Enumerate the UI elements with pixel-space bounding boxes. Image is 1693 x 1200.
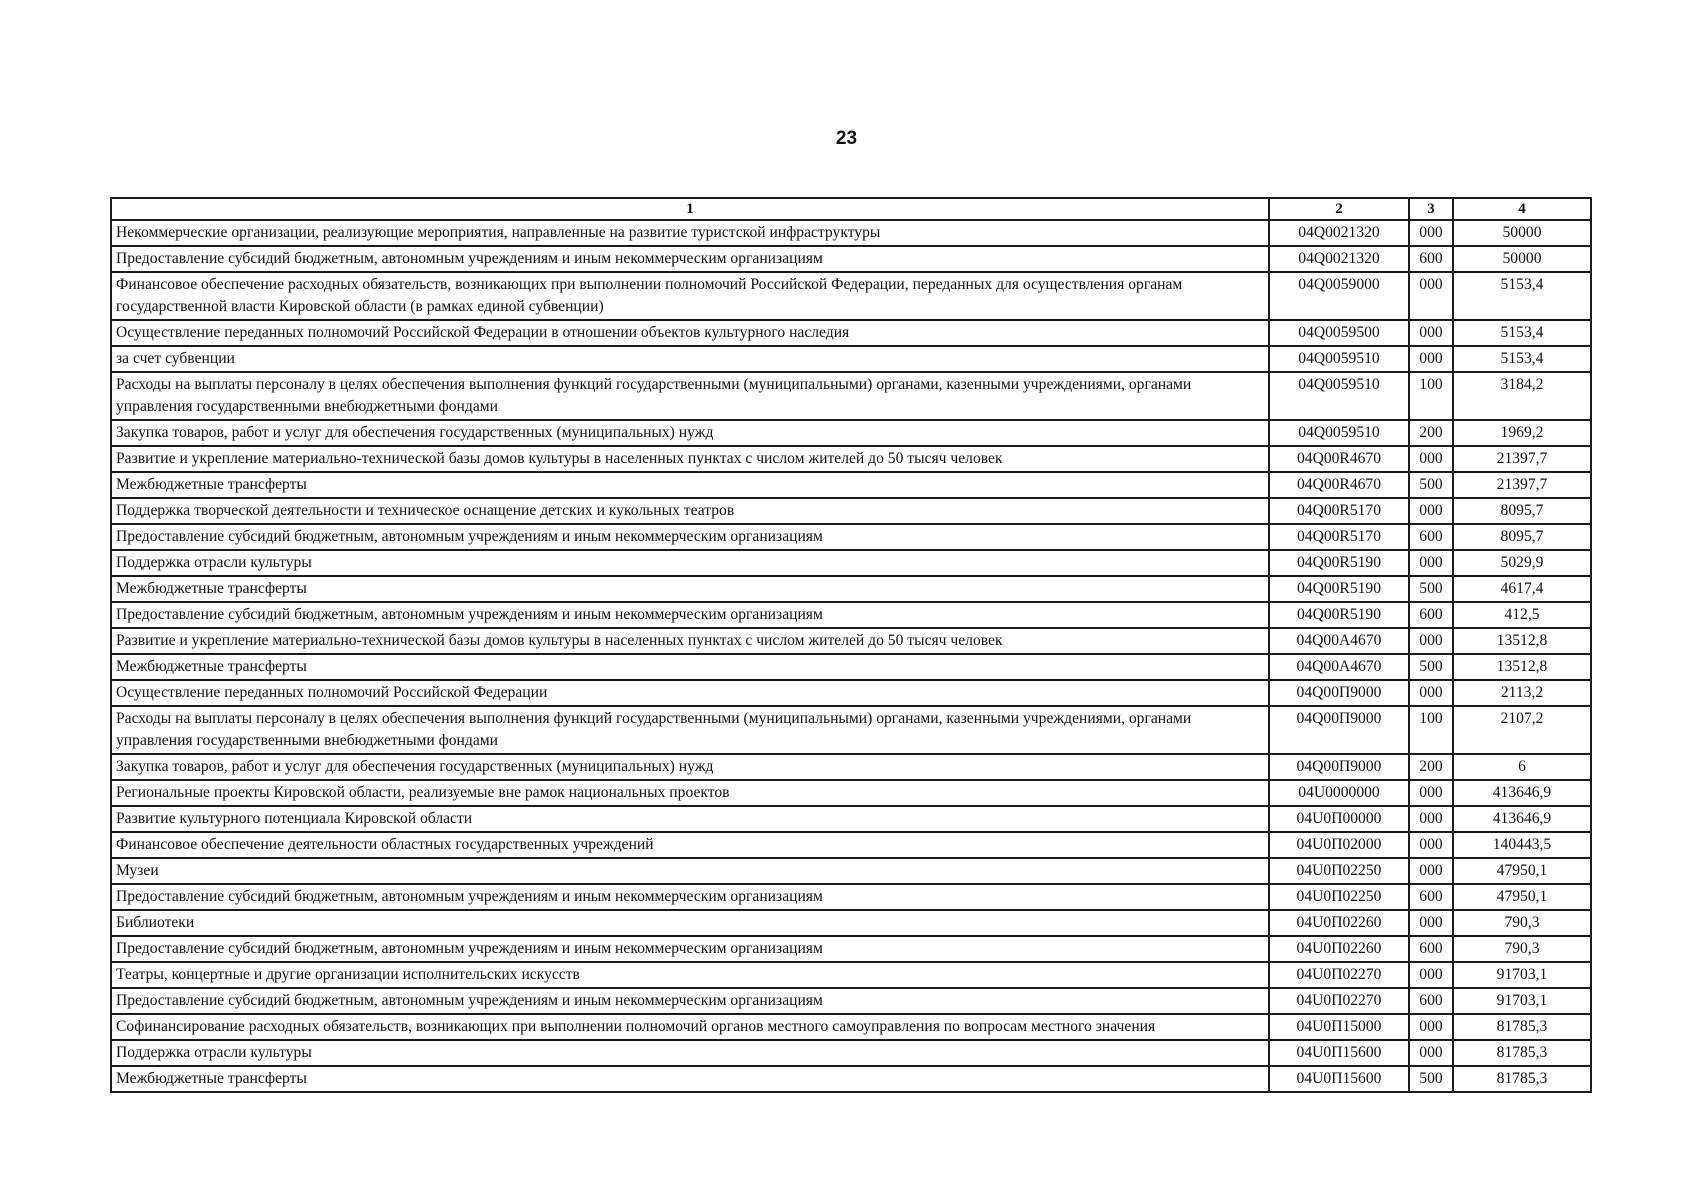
row-amount: 91703,1 [1453, 962, 1591, 988]
row-description: Развитие и укрепление материально-технической базы домов культуры в населенных пунктах с числом жителей до 50 тысяч человек [111, 446, 1269, 472]
row-description: Развитие и укрепление материально-технической базы домов культуры в населенных пунктах с числом жителей до 50 тысяч человек [111, 628, 1269, 654]
row-description: Библиотеки [111, 910, 1269, 936]
row-expense-type: 000 [1409, 1014, 1453, 1040]
row-amount: 5029,9 [1453, 550, 1591, 576]
row-expense-type: 600 [1409, 602, 1453, 628]
table-row [111, 706, 1591, 754]
table-row [111, 910, 1591, 936]
row-code: 04U0П00000 [1269, 806, 1409, 832]
row-code: 04Q00П9000 [1269, 706, 1409, 754]
table-row [111, 446, 1591, 472]
row-expense-type: 000 [1409, 780, 1453, 806]
row-expense-type: 100 [1409, 706, 1453, 754]
row-amount: 91703,1 [1453, 988, 1591, 1014]
header-col-4: 4 [1453, 198, 1591, 220]
row-expense-type: 000 [1409, 1040, 1453, 1066]
row-expense-type: 000 [1409, 858, 1453, 884]
row-description: Предоставление субсидий бюджетным, автономным учреждениям и иным некоммерческим организациям [111, 524, 1269, 550]
table-row [111, 988, 1591, 1014]
row-code: 04Q00R5170 [1269, 524, 1409, 550]
row-expense-type: 500 [1409, 576, 1453, 602]
row-expense-type: 500 [1409, 1066, 1453, 1092]
row-amount: 8095,7 [1453, 524, 1591, 550]
row-code: 04Q00R5170 [1269, 498, 1409, 524]
table-row [111, 780, 1591, 806]
row-code: 04U0П15000 [1269, 1014, 1409, 1040]
row-code: 04U0П02260 [1269, 910, 1409, 936]
row-code: 04Q00A4670 [1269, 628, 1409, 654]
table-row [111, 472, 1591, 498]
row-expense-type: 000 [1409, 446, 1453, 472]
row-description: Поддержка отрасли культуры [111, 550, 1269, 576]
row-code: 04Q0059000 [1269, 272, 1409, 320]
row-code: 04Q00R4670 [1269, 472, 1409, 498]
row-expense-type: 600 [1409, 936, 1453, 962]
table-row [111, 420, 1591, 446]
row-description: Предоставление субсидий бюджетным, автономным учреждениям и иным некоммерческим организациям [111, 936, 1269, 962]
row-code: 04Q0021320 [1269, 246, 1409, 272]
row-amount: 47950,1 [1453, 858, 1591, 884]
row-amount: 1969,2 [1453, 420, 1591, 446]
row-description: Предоставление субсидий бюджетным, автономным учреждениям и иным некоммерческим организациям [111, 884, 1269, 910]
table-row [111, 806, 1591, 832]
row-description: Региональные проекты Кировской области, реализуемые вне рамок национальных проектов [111, 780, 1269, 806]
row-amount: 140443,5 [1453, 832, 1591, 858]
row-expense-type: 000 [1409, 550, 1453, 576]
row-amount: 2113,2 [1453, 680, 1591, 706]
row-description: Предоставление субсидий бюджетным, автономным учреждениям и иным некоммерческим организациям [111, 246, 1269, 272]
table-row [111, 1014, 1591, 1040]
row-expense-type: 100 [1409, 372, 1453, 420]
table-row [111, 654, 1591, 680]
table-row [111, 680, 1591, 706]
row-amount: 790,3 [1453, 910, 1591, 936]
row-description: Межбюджетные трансферты [111, 472, 1269, 498]
row-expense-type: 500 [1409, 472, 1453, 498]
row-amount: 5153,4 [1453, 346, 1591, 372]
row-expense-type: 000 [1409, 832, 1453, 858]
header-col-1: 1 [111, 198, 1269, 220]
row-description: Поддержка отрасли культуры [111, 1040, 1269, 1066]
row-description: Расходы на выплаты персоналу в целях обеспечения выполнения функций государственными (муниципальными) органами, казенными учреждениями, органами управления государственными внебюджетными фондами [111, 706, 1269, 754]
row-description: Расходы на выплаты персоналу в целях обеспечения выполнения функций государственными (муниципальными) органами, казенными учреждениями, органами управления государственными внебюджетными фондами [111, 372, 1269, 420]
row-expense-type: 000 [1409, 220, 1453, 246]
row-amount: 13512,8 [1453, 654, 1591, 680]
row-description: Некоммерческие организации, реализующие мероприятия, направленные на развитие туристской инфраструктуры [111, 220, 1269, 246]
row-code: 04Q00R5190 [1269, 602, 1409, 628]
row-amount: 3184,2 [1453, 372, 1591, 420]
row-description: Финансовое обеспечение расходных обязательств, возникающих при выполнении полномочий Российской Федерации, переданных для осуществления органам государственной власти Кировской области (в рамках единой субвенции) [111, 272, 1269, 320]
row-code: 04U0П15600 [1269, 1040, 1409, 1066]
row-expense-type: 000 [1409, 272, 1453, 320]
row-description: за счет субвенции [111, 346, 1269, 372]
table-row [111, 246, 1591, 272]
row-expense-type: 600 [1409, 524, 1453, 550]
row-amount: 8095,7 [1453, 498, 1591, 524]
table-row [111, 372, 1591, 420]
row-description: Финансовое обеспечение деятельности областных государственных учреждений [111, 832, 1269, 858]
header-col-3: 3 [1409, 198, 1453, 220]
row-amount: 4617,4 [1453, 576, 1591, 602]
table-row [111, 220, 1591, 246]
row-description: Предоставление субсидий бюджетным, автономным учреждениям и иным некоммерческим организациям [111, 988, 1269, 1014]
row-code: 04Q00R4670 [1269, 446, 1409, 472]
row-code: 04Q00R5190 [1269, 576, 1409, 602]
row-code: 04Q0059510 [1269, 346, 1409, 372]
header-col-2: 2 [1269, 198, 1409, 220]
table-row [111, 602, 1591, 628]
table-body [111, 220, 1591, 1092]
row-code: 04Q0021320 [1269, 220, 1409, 246]
table-row [111, 884, 1591, 910]
row-code: 04Q0059510 [1269, 420, 1409, 446]
row-code: 04U0П02000 [1269, 832, 1409, 858]
row-amount: 412,5 [1453, 602, 1591, 628]
row-description: Предоставление субсидий бюджетным, автономным учреждениям и иным некоммерческим организациям [111, 602, 1269, 628]
row-amount: 50000 [1453, 220, 1591, 246]
row-code: 04Q00R5190 [1269, 550, 1409, 576]
table-row [111, 1066, 1591, 1092]
row-description: Развитие культурного потенциала Кировской области [111, 806, 1269, 832]
row-expense-type: 200 [1409, 420, 1453, 446]
row-expense-type: 000 [1409, 498, 1453, 524]
row-amount: 21397,7 [1453, 446, 1591, 472]
row-expense-type: 000 [1409, 910, 1453, 936]
table-row [111, 524, 1591, 550]
table-row [111, 754, 1591, 780]
row-expense-type: 600 [1409, 884, 1453, 910]
row-description: Закупка товаров, работ и услуг для обеспечения государственных (муниципальных) нужд [111, 754, 1269, 780]
row-amount: 81785,3 [1453, 1040, 1591, 1066]
table-row [111, 320, 1591, 346]
row-amount: 790,3 [1453, 936, 1591, 962]
table-row [111, 1040, 1591, 1066]
row-amount: 413646,9 [1453, 780, 1591, 806]
row-expense-type: 000 [1409, 680, 1453, 706]
row-code: 04U0000000 [1269, 780, 1409, 806]
row-description: Поддержка творческой деятельности и техническое оснащение детских и кукольных театров [111, 498, 1269, 524]
row-description: Театры, концертные и другие организации исполнительских искусств [111, 962, 1269, 988]
table-row [111, 858, 1591, 884]
row-amount: 5153,4 [1453, 272, 1591, 320]
row-expense-type: 000 [1409, 346, 1453, 372]
row-amount: 5153,4 [1453, 320, 1591, 346]
row-expense-type: 000 [1409, 628, 1453, 654]
table-row [111, 962, 1591, 988]
row-code: 04U0П02260 [1269, 936, 1409, 962]
table-row [111, 576, 1591, 602]
row-description: Межбюджетные трансферты [111, 654, 1269, 680]
row-code: 04U0П02270 [1269, 962, 1409, 988]
table-row [111, 832, 1591, 858]
row-amount: 21397,7 [1453, 472, 1591, 498]
row-expense-type: 600 [1409, 988, 1453, 1014]
row-amount: 81785,3 [1453, 1066, 1591, 1092]
row-code: 04Q0059500 [1269, 320, 1409, 346]
row-code: 04Q0059510 [1269, 372, 1409, 420]
row-amount: 13512,8 [1453, 628, 1591, 654]
row-amount: 81785,3 [1453, 1014, 1591, 1040]
row-amount: 413646,9 [1453, 806, 1591, 832]
table-row [111, 498, 1591, 524]
row-code: 04U0П15600 [1269, 1066, 1409, 1092]
row-expense-type: 200 [1409, 754, 1453, 780]
row-expense-type: 000 [1409, 962, 1453, 988]
table-header-row [111, 198, 1591, 220]
row-expense-type: 000 [1409, 806, 1453, 832]
row-expense-type: 000 [1409, 320, 1453, 346]
row-description: Софинансирование расходных обязательств, возникающих при выполнении полномочий органов местного самоуправления по вопросам местного значения [111, 1014, 1269, 1040]
page-number: 23 [835, 128, 858, 149]
row-code: 04Q00П9000 [1269, 754, 1409, 780]
row-description: Музеи [111, 858, 1269, 884]
row-description: Осуществление переданных полномочий Российской Федерации [111, 680, 1269, 706]
row-amount: 47950,1 [1453, 884, 1591, 910]
row-description: Межбюджетные трансферты [111, 576, 1269, 602]
table-row [111, 272, 1591, 320]
row-amount: 50000 [1453, 246, 1591, 272]
row-amount: 6 [1453, 754, 1591, 780]
row-description: Межбюджетные трансферты [111, 1066, 1269, 1092]
table-row [111, 936, 1591, 962]
row-code: 04Q00A4670 [1269, 654, 1409, 680]
budget-table [110, 197, 1592, 1093]
row-description: Закупка товаров, работ и услуг для обеспечения государственных (муниципальных) нужд [111, 420, 1269, 446]
row-amount: 2107,2 [1453, 706, 1591, 754]
row-description: Осуществление переданных полномочий Российской Федерации в отношении объектов культурного наследия [111, 320, 1269, 346]
table-row [111, 628, 1591, 654]
row-code: 04Q00П9000 [1269, 680, 1409, 706]
row-code: 04U0П02270 [1269, 988, 1409, 1014]
table-row [111, 550, 1591, 576]
row-expense-type: 500 [1409, 654, 1453, 680]
row-expense-type: 600 [1409, 246, 1453, 272]
table-row [111, 346, 1591, 372]
row-code: 04U0П02250 [1269, 858, 1409, 884]
row-code: 04U0П02250 [1269, 884, 1409, 910]
